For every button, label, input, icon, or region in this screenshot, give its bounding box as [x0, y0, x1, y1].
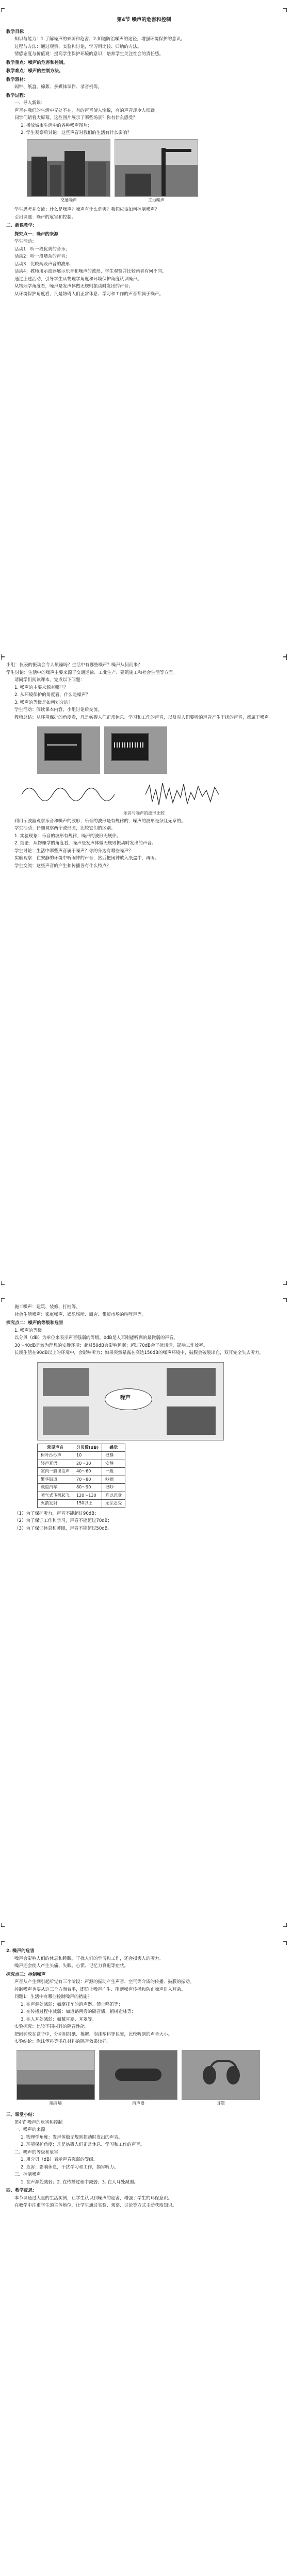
text-line: 小组：仪表的振动会令人烦躁吗？生活中有哪些噪声？噪声从何而来？: [6, 663, 142, 668]
section-heading: 三、课堂小结：: [6, 2112, 37, 2117]
table-cell: 无法忍受: [102, 1500, 125, 1508]
text-line: 控制噪声也要从这三个方面着手，即防止噪声产生、阻断噪声传播和防止噪声进入耳朵。: [14, 1987, 186, 1992]
section-heading: 二、新课教学：: [6, 223, 37, 228]
table-cell: 载重汽车: [38, 1484, 73, 1492]
text-line: 2. 学生观察后讨论：这些声音对我们的生活有什么影响？: [21, 130, 132, 135]
section-heading: 探究点一：噪声的来源: [14, 231, 59, 237]
text-line: 学生交流：这些声音的产生和传播各有什么特点？: [14, 863, 111, 869]
text-line: 以分贝（dB）为单位来表示声音强弱的等级。0dB是人耳刚能听到的最微弱的声音。: [14, 1335, 178, 1341]
table-cell: 一般: [102, 1468, 125, 1476]
figure: [115, 139, 198, 205]
section-heading: 探究点三：控制噪声: [6, 1972, 46, 1977]
text-line: 2. 从环境保护的角度看，什么是噪声？: [14, 692, 90, 698]
traffic-photo: [27, 139, 110, 197]
table-header: 分贝数(dB): [73, 1444, 102, 1452]
text-line: 2. 在传播过程中减弱：如道路两旁的隔音墙、植树造林等；: [21, 2009, 136, 2014]
text-line: 第4节 噪声的危害和控制: [14, 2120, 63, 2125]
text-line: 实验结论：泡沫塑料等多孔材料的隔音效果较好。: [14, 2039, 111, 2044]
photo-row: [27, 139, 282, 205]
table-cell: 70～80: [73, 1476, 102, 1484]
figure: [99, 2050, 177, 2108]
table-cell: 喷气式飞机起飞: [38, 1492, 73, 1500]
table-cell: 很静: [102, 1452, 125, 1460]
text-line: 学生活动：仔细观察两个波形图，比较它们的区别。: [14, 826, 116, 831]
table-cell: 火箭发射: [38, 1500, 73, 1508]
text-line: 社会生活噪声：家庭噪声、娱乐场所、商店、集贸市场的喧哗声等。: [14, 1312, 147, 1317]
text-line: （2）为了保证工作和学习，声音不能超过70dB；: [14, 1518, 112, 1523]
diagram-label: 噪声: [120, 1395, 131, 1401]
crop-mark: [283, 1298, 287, 1302]
noise-sources-diagram: [37, 1362, 224, 1440]
section-heading: 教学过程：: [6, 93, 28, 98]
crop-mark: [1, 1941, 5, 1945]
text-line: 活动4：教师用示波器展示乐音和噪声的波形，学生观察并比较两者有何不同。: [14, 269, 167, 274]
text-line: 噪声还会使人产生头痛、失眠、心慌、记忆力衰退等症状。: [14, 1963, 129, 1969]
text-line: 噪声会影响人们的休息和睡眠，干扰人们的学习和工作，还会损害人的听力。: [14, 1956, 164, 1961]
figure: [17, 2050, 95, 2108]
text-line: 实验探究：比较不同材料的隔音性能。: [14, 2024, 89, 2029]
table-cell: 120～130: [73, 1492, 102, 1500]
earmuff-photo: [182, 2050, 260, 2100]
text-line: 学生讨论：生活中哪些声音属于噪声？你的身边有哪些噪声？: [14, 848, 133, 854]
text-line: 2. 环境保护角度：凡是妨碍人们正常休息、学习和工作的声音。: [21, 2142, 145, 2147]
text-line: 施工噪声：建筑、装修、打桩等。: [14, 1304, 80, 1310]
text-line: 同学们请看大屏幕，这些图片展示了哪些场景？你有什么感受？: [14, 115, 138, 121]
text-line: 1. 实验现象：乐音的波形有规律，噪声的波形无规律。: [14, 833, 121, 839]
oscilloscope-photo-music: [37, 726, 100, 774]
text-line: 把闹钟放在盒子中，分别用报纸、棉絮、泡沫塑料等包裹，比较听到的声音大小。: [14, 2031, 173, 2037]
oscilloscope-row: [37, 726, 282, 774]
crop-mark: [1, 1281, 5, 1285]
crop-mark: [283, 8, 287, 12]
text-line: 学生思考并交流：什么是噪声？噪声有什么危害？我们应该如何控制噪声？: [14, 207, 159, 212]
text-line: 从环境保护角度看，凡是妨碍人们正常休息、学习和工作的声音都属于噪声。: [14, 291, 164, 297]
crop-mark: [1, 1923, 5, 1927]
section-heading: 四、教学反思：: [6, 2188, 37, 2193]
table-cell: 难以忍受: [102, 1492, 125, 1500]
text-line: 在教学中注重学生的主体地位，让学生通过实验、观察、讨论等方式主动获取知识。: [14, 2203, 177, 2208]
crop-mark: [1, 1298, 5, 1302]
oscilloscope-photo-noise: [104, 726, 167, 774]
construction-photo: [115, 139, 198, 197]
text-line: （3）为了保证休息和睡眠，声音不能超过50dB。: [14, 1526, 112, 1531]
text-line: 2. 危害：影响休息，干扰学习和工作，损害听力。: [21, 2164, 119, 2170]
table-cell: 10: [73, 1452, 102, 1460]
table-cell: 40～60: [73, 1468, 102, 1476]
figure-caption: 乐音与噪声的波形比较: [123, 811, 165, 816]
text-line: 声音从产生到引起听觉有三个阶段：声源的振动产生声音、空气等介质的传播、鼓膜的振动。: [14, 1979, 194, 1985]
text-line: 通过上述活动，引导学生从物理学角度和环境保护角度认识噪声。: [14, 276, 142, 282]
crop-mark: [283, 656, 287, 660]
table-row: [38, 1460, 125, 1468]
table-cell: 繁华街道: [38, 1476, 73, 1484]
table-cell: 很吵: [102, 1484, 125, 1492]
section-heading: 教学重点：噪声的危害和控制。: [6, 60, 68, 65]
text-line: 2. 结论：从物理学的角度看，噪声是发声体做无规则振动时发出的声音。: [14, 841, 156, 846]
text-line: （1）为了保护听力，声音不能超过90dB；: [14, 1511, 99, 1516]
document-page-1: [6, 13, 282, 652]
text-line: 三、控制噪声: [14, 2172, 41, 2177]
table-cell: 树叶沙沙声: [38, 1452, 73, 1460]
muffler-photo: [99, 2050, 177, 2100]
text-line: 活动3：比较两段声音的波形；: [14, 261, 74, 267]
sound-barrier-photo: [17, 2050, 95, 2100]
text-line: 实验观察：在安静的环境中听闹钟的声音，然后把闹钟放入纸盒中，再听。: [14, 856, 159, 861]
table-row: [38, 1476, 125, 1484]
text-line: 1. 物理学角度：发声体做无规则振动时发出的声音。: [21, 2134, 123, 2140]
text-line: 过程与方法：通过观察、实验和讨论，学习用比较、归纳的方法。: [14, 44, 142, 49]
table-header: 感觉: [102, 1444, 125, 1452]
table-cell: 吵闹: [102, 1476, 125, 1484]
text-line: 从物理学角度看，噪声是发声体做无规则振动时发出的声音；: [14, 284, 133, 289]
crop-mark: [1, 8, 5, 12]
text-line: 问题1：生活中有哪些控制噪声的措施？: [14, 1994, 92, 1999]
section-heading: 教学难点：噪声的控制方法。: [6, 69, 63, 74]
text-line: 30～40dB是较为理想的安静环境；超过50dB会影响睡眠；超过70dB会干扰谈话，影响工作效率。: [14, 1343, 208, 1348]
crop-mark: [283, 1281, 287, 1285]
text-line: 教师总结：从环境保护的角度看，凡是妨碍人们正常休息、学习和工作的声音，以及对人们要听的声音产生干扰的声音，都属于噪声。: [14, 715, 273, 720]
text-line: 请同学们阅读课本，完成以下问题：: [14, 677, 85, 683]
table-cell: 室内一般谈话声: [38, 1468, 73, 1476]
table-cell: 150以上: [73, 1500, 102, 1508]
text-line: 1. 用分贝（dB）表示声音强弱的等级。: [21, 2157, 98, 2162]
table-row: [38, 1492, 125, 1500]
table-row: [38, 1500, 125, 1508]
table-row: [38, 1468, 125, 1476]
table-header: 常见声音: [38, 1444, 73, 1452]
text-line: 活动1：听一段优美的音乐；: [14, 246, 70, 252]
photo-row: [17, 2050, 282, 2108]
text-line: 1. 播放城市生活中的各种噪声图片；: [21, 123, 92, 128]
figure-caption: 消声器: [132, 2100, 144, 2106]
table-cell: 80～90: [73, 1484, 102, 1492]
text-line: 活动2：听一段嘈杂的声音；: [14, 254, 70, 259]
text-line: 1. 在声源处减弱：如摩托车的消声器、禁止鸣笛等；: [21, 2002, 123, 2007]
text-line: 一、噪声的来源: [14, 2127, 45, 2132]
music-waveform: [22, 788, 115, 801]
figure-caption: 工地噪声: [148, 197, 165, 202]
text-line: 1. 在声源处减弱；2. 在传播过程中减弱；3. 在人耳处减弱。: [21, 2179, 138, 2185]
text-line: 3. 噪声的等级是如何划分的？: [14, 700, 73, 705]
figure-caption: 隔音墙: [50, 2100, 62, 2106]
text-line: 长期生活在90dB以上的环境中，会影响听力；如果突然暴露在高达150dB的噪声环境中，鼓膜会破裂出血，双耳完全失去听力。: [14, 1350, 264, 1355]
sound-level-table: [37, 1444, 125, 1508]
text-line: 一、导入新课：: [14, 100, 45, 106]
text-line: 学生活动：阅读课本内容，小组讨论后交流。: [14, 707, 103, 713]
figure-caption: 耳罩: [217, 2100, 225, 2106]
section-heading: 教学器材：: [6, 77, 28, 82]
table-row: [38, 1484, 125, 1492]
page-title: 第4节 噪声的危害和控制: [117, 17, 171, 23]
text-line: 二、噪声的等级和危害: [14, 2149, 59, 2155]
section-heading: 探究点二：噪声的等级和危害: [6, 1320, 63, 1326]
crop-mark: [1, 656, 5, 660]
noise-waveform: [145, 783, 219, 805]
text-line: 利用示波器观察乐音和噪声的波形，乐音的波形是有规律的，噪声的波形是杂乱无章的。: [14, 818, 186, 824]
text-line: 闹钟、纸盒、棉絮、多媒体课件、录音机等。: [14, 84, 103, 90]
table-cell: 轻声耳语: [38, 1460, 73, 1468]
text-line: 1. 噪声的等级: [14, 1328, 42, 1333]
text-line: 声音在我们的生活中无处不在，有的声音使人愉悦，有的声音却令人烦躁。: [14, 108, 159, 113]
table-cell: 20～30: [73, 1460, 102, 1468]
document-page-3: [6, 1303, 282, 1922]
table-cell: 安静: [102, 1460, 125, 1468]
document-page-2: [6, 662, 282, 1280]
table-row: [38, 1452, 125, 1460]
text-line: 知识与能力：1.了解噪声的来源和危害；2.知道防治噪声的途径，增强环境保护的意识。: [14, 37, 185, 42]
text-line: 1. 噪声的主要来源有哪些？: [14, 685, 69, 690]
section-heading: 2. 噪声的危害: [6, 1948, 35, 1954]
document-page-4: [6, 1946, 282, 2575]
text-line: 学生活动：: [14, 239, 37, 244]
crop-mark: [283, 1923, 287, 1927]
text-line: 学生讨论：生活中的噪声主要来源于交通运输、工业生产、建筑施工和社会生活等方面。: [6, 670, 177, 675]
figure-caption: 交通噪声: [60, 197, 77, 202]
crop-mark: [283, 1941, 287, 1945]
figure: [182, 2050, 260, 2108]
section-heading: 教学目标: [6, 29, 24, 35]
text-line: 情感态度与价值观：提高学生保护环境的意识，培养学生关注社会的责任感。: [14, 52, 164, 57]
text-line: 3. 在人耳处减弱：如戴耳塞、耳罩等。: [21, 2016, 96, 2022]
waveform-diagram: [17, 779, 264, 810]
text-line: 本节课通过大量的生活实例，让学生认识到噪声的危害，增强了学生的环保意识。: [14, 2195, 173, 2201]
figure: [27, 139, 110, 205]
text-line: 引出课题：噪声的危害和控制。: [14, 214, 76, 220]
